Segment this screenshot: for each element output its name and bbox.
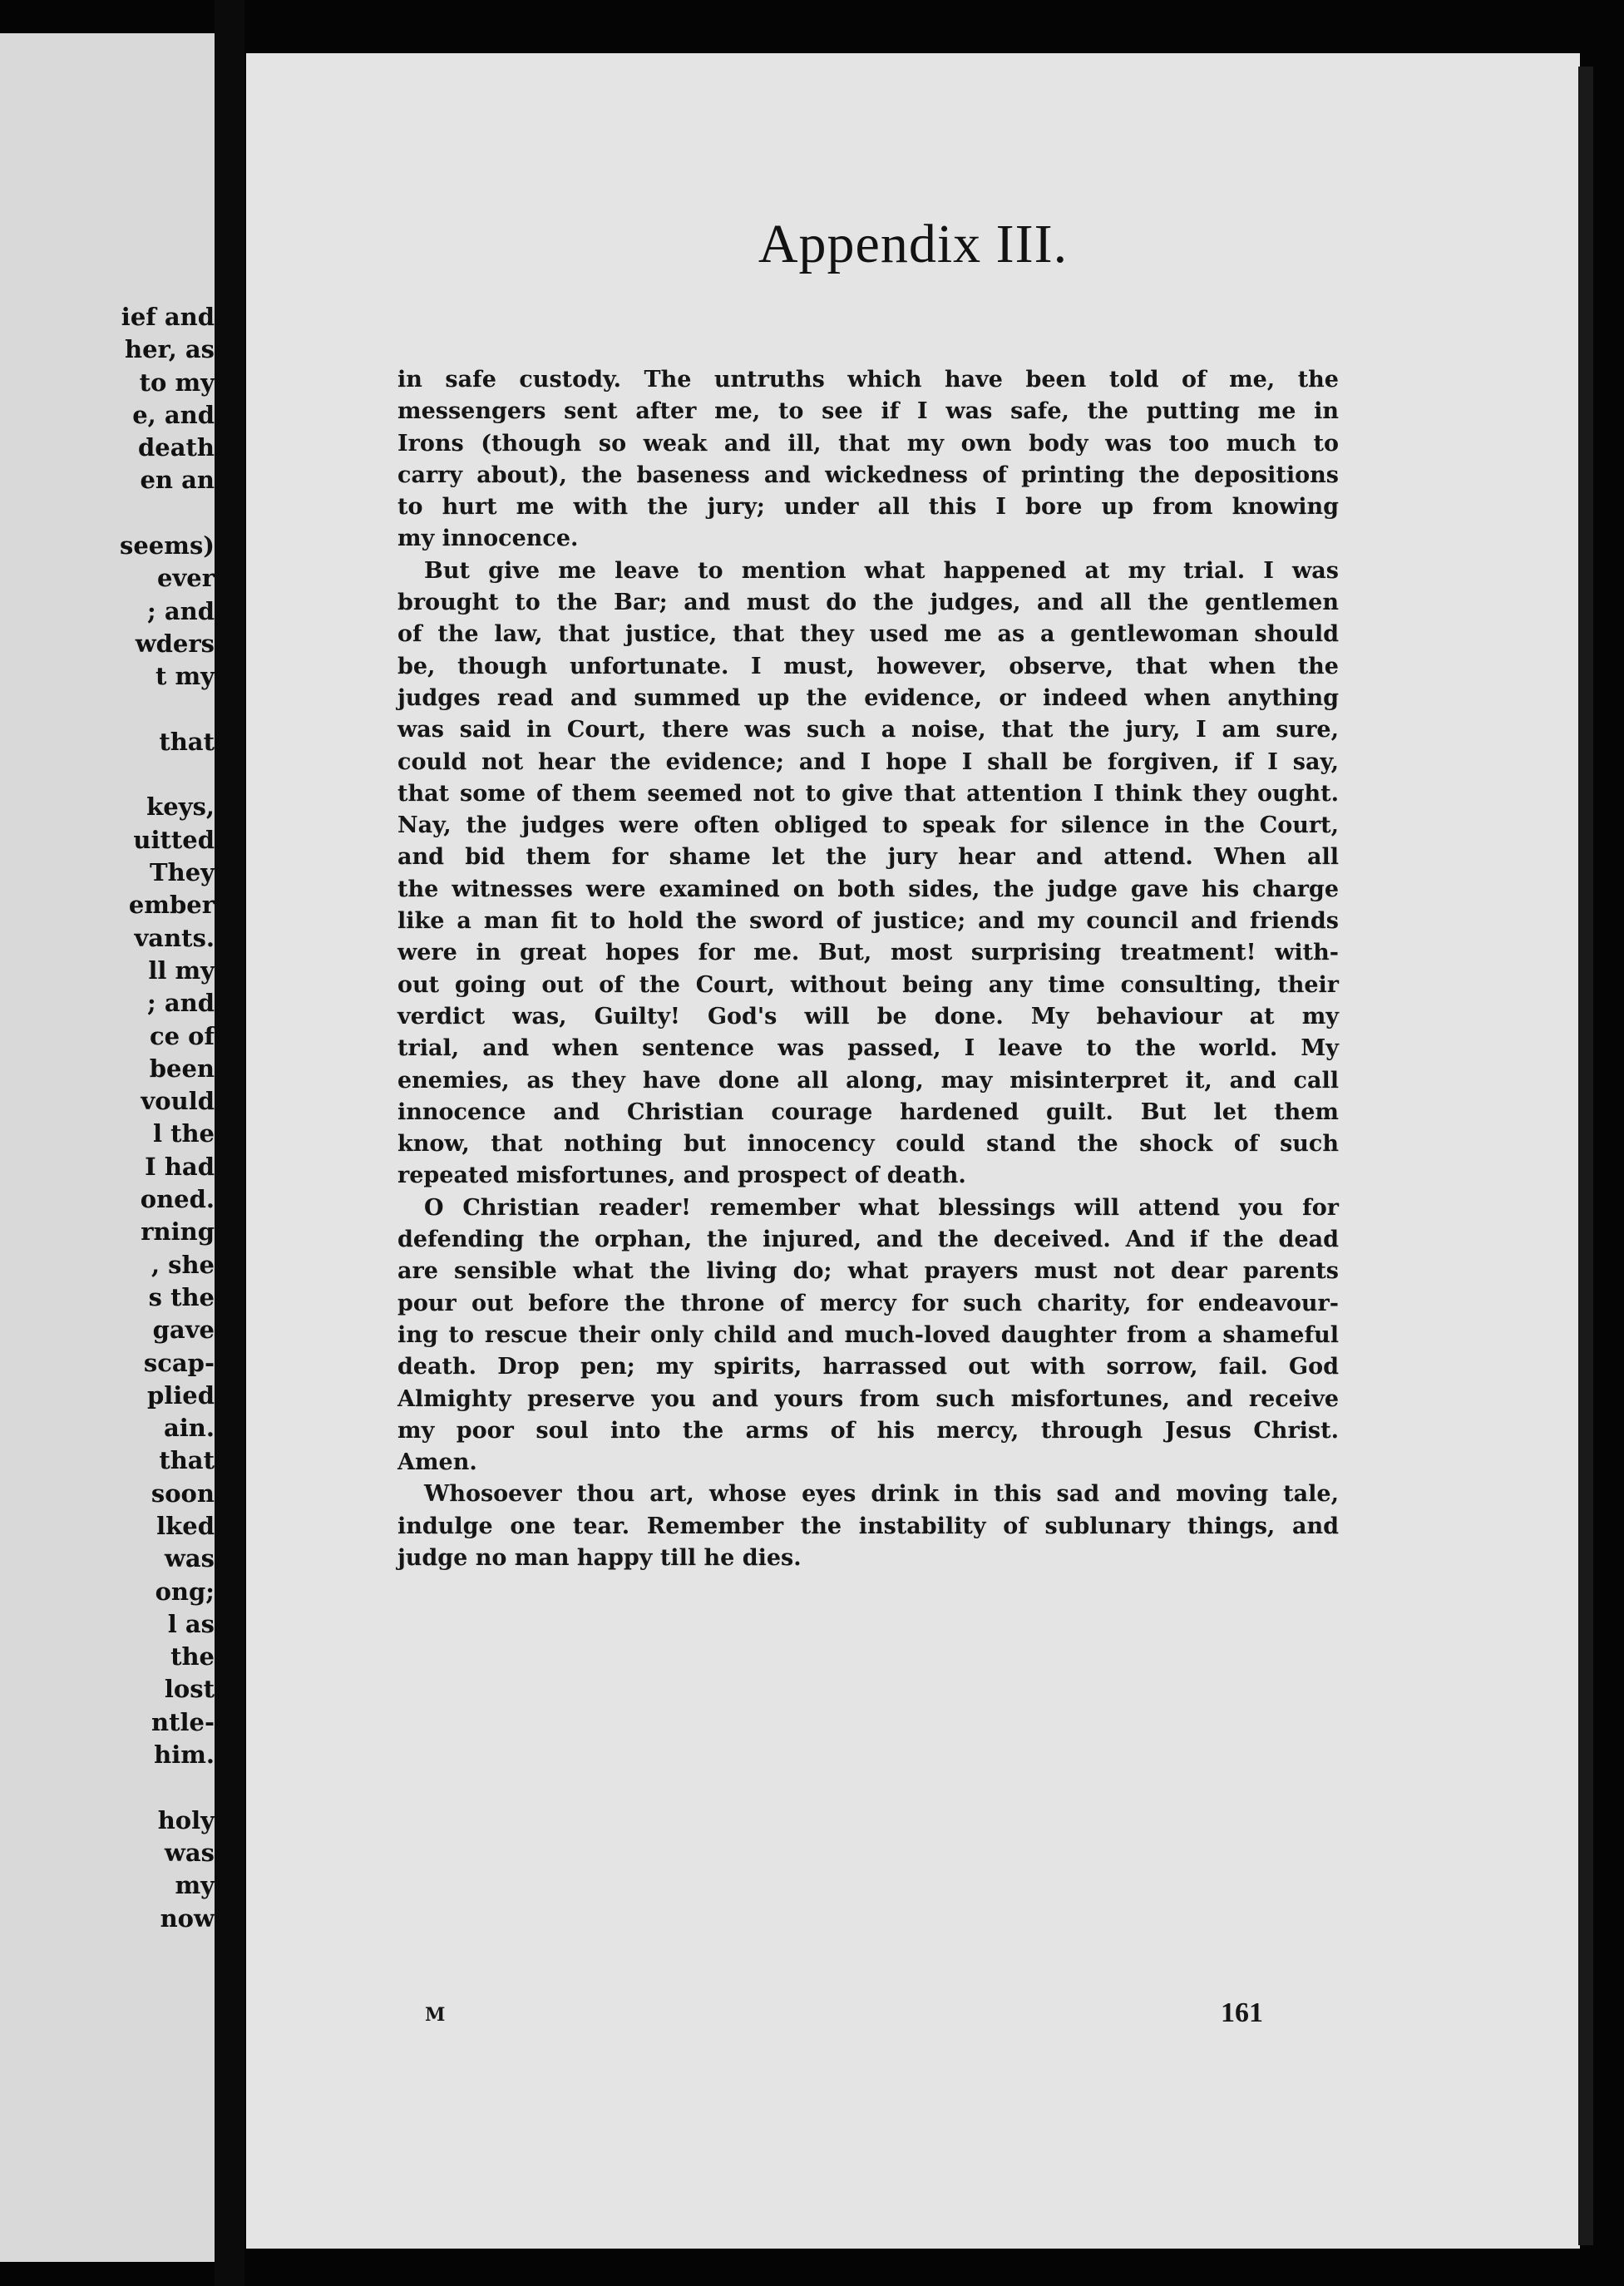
left-page-line: wders (135, 629, 215, 658)
left-page-line: ce of (149, 1021, 215, 1050)
left-page-line: They (150, 858, 215, 887)
text-line: judges read and summed up the evidence, or indeed when anything (397, 684, 1339, 711)
text-line: But give me leave to mention what happened at my trial. I was (424, 557, 1339, 584)
left-page-line: holy (157, 1805, 215, 1834)
left-page-line: to my (139, 368, 215, 397)
text-line: that some of them seemed not to give that attention I think they ought. (397, 780, 1339, 807)
page-title: Appendix III. (758, 214, 1069, 274)
text-line: brought to the Bar; and must do the judges, and all the gentlemen (397, 590, 1339, 616)
text-line: repeated misfortunes, and prospect of death. (397, 1163, 966, 1189)
left-page-line: en an (140, 466, 215, 495)
text-line: could not hear the evidence; and I hope I shall be forgiven, if I say, (397, 748, 1339, 775)
page-edge (1578, 67, 1593, 2245)
text-line: O Christian reader! remember what blessings will attend you for (424, 1194, 1339, 1221)
text-line: enemies, as they have done all along, may misinterpret it, and call (397, 1067, 1339, 1094)
left-page-line: was (164, 1544, 215, 1573)
left-page-line: seems) (120, 531, 215, 560)
left-page-line: plied (146, 1380, 215, 1410)
left-facing-page (0, 33, 215, 2262)
signature-mark: M (425, 2004, 446, 2026)
left-page-line: the (170, 1642, 215, 1671)
text-line: to hurt me with the jury; under all this I bore up from knowing (397, 494, 1339, 521)
left-page-line: uitted (133, 825, 215, 854)
left-page-line: lost (164, 1675, 215, 1704)
left-page-line (120, 758, 215, 791)
left-page-line: ong; (155, 1577, 215, 1606)
left-page-line (120, 694, 215, 726)
left-page-line: now (160, 1903, 215, 1933)
left-page-text (0, 301, 215, 1935)
left-page-line: ain. (164, 1414, 215, 1443)
left-page-line: that (159, 727, 215, 756)
text-line: be, though unfortunate. I must, however, observe, that when the (397, 653, 1339, 679)
text-line: are sensible what the living do; what prayers must not dear parents (397, 1258, 1339, 1285)
main-page (246, 53, 1580, 2249)
text-line: was said in Court, there was such a noise, that the jury, I am sure, (397, 717, 1339, 743)
text-line: and bid them for shame let the jury hear and attend. When all (397, 844, 1339, 871)
left-page-line: l as (167, 1609, 215, 1638)
text-line: Irons (though so weak and ill, that my own body was too much to (397, 430, 1339, 457)
text-line: my innocence. (397, 526, 579, 552)
text-line: death. Drop pen; my spirits, harrassed out with sorrow, fail. God (397, 1354, 1339, 1380)
left-page-line: vould (141, 1087, 215, 1116)
left-page-line: oned. (140, 1185, 215, 1214)
left-page-line: ief and (121, 303, 215, 331)
text-line: the witnesses were examined on both sides, the judge gave his charge (397, 876, 1339, 902)
left-page-line: been (149, 1054, 215, 1083)
text-line: messengers sent after me, to see if I was safe, the putting me in (397, 398, 1339, 425)
text-line: my poor soul into the arms of his mercy, through Jesus Christ. (397, 1417, 1339, 1444)
text-line: innocence and Christian courage hardened guilt. But let them (397, 1099, 1339, 1125)
text-line: in safe custody. The untruths which have been told of me, the (397, 367, 1339, 393)
left-page-line: her, as (124, 335, 215, 364)
text-line: trial, and when sentence was passed, I leave to the world. My (397, 1035, 1339, 1062)
left-page-line: keys, (146, 792, 215, 822)
text-line: Amen. (397, 1449, 477, 1476)
text-line: of the law, that justice, that they used me as a gentlewoman should (397, 621, 1339, 648)
left-page-line: l the (152, 1119, 215, 1148)
text-line: defending the orphan, the injured, and the deceived. And if the dead (397, 1227, 1339, 1253)
text-line: carry about), the baseness and wickedness of printing the depositions (397, 462, 1339, 488)
left-page-line: ever (156, 564, 215, 593)
left-page-line: ll my (148, 955, 215, 985)
left-page-line: ember (128, 891, 215, 920)
page-body-text (397, 364, 1339, 1574)
text-line: judge no man happy till he dies. (397, 1544, 802, 1571)
left-page-line: him. (154, 1740, 215, 1770)
text-line: verdict was, Guilty! God's will be done. My behaviour at my (397, 1003, 1339, 1029)
left-page-line: ; and (147, 596, 215, 625)
text-line: like a man fit to hold the sword of justice; and my council and friends (397, 908, 1339, 935)
left-page-line (120, 1771, 215, 1804)
left-page-line: t my (155, 662, 215, 691)
left-page-line: that (159, 1446, 215, 1475)
text-line: ing to rescue their only child and much-loved daughter from a shameful (397, 1321, 1339, 1348)
book-gutter (215, 0, 244, 2286)
left-page-line: I had (145, 1152, 215, 1181)
text-line: Whosoever thou art, whose eyes drink in this sad and moving tale, (424, 1481, 1339, 1508)
left-page-line: soon (151, 1479, 215, 1508)
left-page-line: was (164, 1838, 215, 1867)
left-page-line: e, and (132, 400, 215, 429)
left-page-line: my (175, 1871, 215, 1900)
left-page-line: , she (151, 1250, 215, 1279)
left-page-line: lked (156, 1511, 215, 1540)
left-page-line: ; and (147, 989, 215, 1018)
left-page-line: scap- (143, 1348, 215, 1377)
text-line: Nay, the judges were often obliged to speak for silence in the Court, (397, 812, 1339, 839)
text-line: Almighty preserve you and yours from such misfortunes, and receive (397, 1385, 1339, 1412)
text-line: indulge one tear. Remember the instability of sublunary things, and (397, 1513, 1339, 1539)
left-page-line: rning (141, 1217, 215, 1247)
left-page-line (120, 497, 215, 530)
page-number: 161 (1221, 1997, 1263, 2028)
left-page-line: s the (148, 1282, 215, 1311)
text-line: pour out before the throne of mercy for such charity, for endeavour- (397, 1290, 1339, 1316)
text-line: were in great hopes for me. But, most surprising treatment! with- (397, 940, 1339, 966)
left-page-line: vants. (134, 923, 215, 952)
left-page-line: gave (152, 1316, 215, 1345)
left-page-line: death (138, 433, 215, 462)
left-page-line: ntle- (151, 1707, 215, 1736)
text-line: out going out of the Court, without being any time consulting, their (397, 971, 1339, 998)
text-line: know, that nothing but innocency could stand the shock of such (397, 1131, 1339, 1158)
